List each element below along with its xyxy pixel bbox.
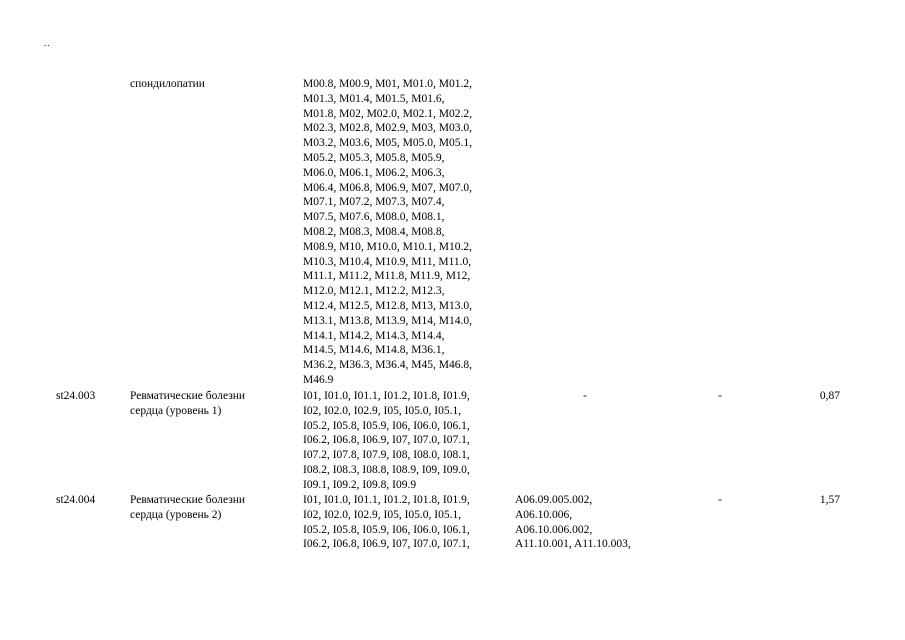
row-code: st24.004 <box>56 494 96 506</box>
row-extra: - <box>718 494 722 506</box>
row-coefficient: 1,57 <box>819 494 840 506</box>
row-name: Ревматические болезни сердца (уровень 1) <box>130 390 246 417</box>
row-services: - <box>583 390 587 402</box>
row-name: спондилопатии <box>130 78 205 90</box>
row-code: st24.003 <box>56 390 96 402</box>
row-icd-codes: M00.8, M00.9, M01, M01.0, M01.2, M01.3, M01.4, M01.5, M01.6, M01.8, M02, M02.0, M02.1, M02.2, M02.3, M02.8, M02.9, M03, M03.0, M03.2, M03.6, M05, M05.0, M05.1, M05.2, M05.3, M05.8, M05.9, M06.0, M06.1, M06.2, M06.3, M06.4, M06.8, M06.9, M07, M07.0, M07.1, M07.2, M07.3, M07.4, M07.5, M07.6, M08.0, M08.1, M08.2, M08.3, M08.4, M08.8, M08.9, M10, M10.0, M10.1, M10.2, M10.3, M10.4, M10.9, M11, M11.0, M11.1, M11.2, M11.8, M11.9, M12, M12.0, M12.1, M12.2, M12.3, M12.4, M12.5, M12.8, M13, M13.0, M13.1, M13.8, M13.9, M14, M14.0, M14.1, M14.2, M14.3, M14.4, M14.5, M14.6, M14.8, M36.1, M36.2, M36.3, M36.4, M45, M46.8, M46.9 <box>303 78 473 386</box>
row-icd-codes: I01, I01.0, I01.1, I01.2, I01.8, I01.9, I02, I02.0, I02.9, I05, I05.0, I05.1, I05.2, I05.8, I05.9, I06, I06.0, I06.1, I06.2, I06.8, I06.9, I07, I07.0, I07.1, <box>303 494 470 551</box>
row-name: Ревматические болезни сердца (уровень 2) <box>130 494 246 521</box>
row-icd-codes: I01, I01.0, I01.1, I01.2, I01.8, I01.9, I02, I02.0, I02.9, I05, I05.0, I05.1, I05.2, I05.8, I05.9, I06, I06.0, I06.1, I06.2, I06.8, I06.9, I07, I07.0, I07.1, I07.2, I07.8, I07.9, I08, I08.0, I08.1, I08.2, I08.3, I08.8, I08.9, I09, I09.0, I09.1, I09.2, I09.8, I09.9 <box>303 390 470 491</box>
row-services: A06.09.005.002, A06.10.006, A06.10.006.002, A11.10.001, A11.10.003, <box>515 494 631 551</box>
row-extra: - <box>718 390 722 402</box>
page-marker: .. <box>44 38 51 48</box>
row-coefficient: 0,87 <box>819 390 840 402</box>
